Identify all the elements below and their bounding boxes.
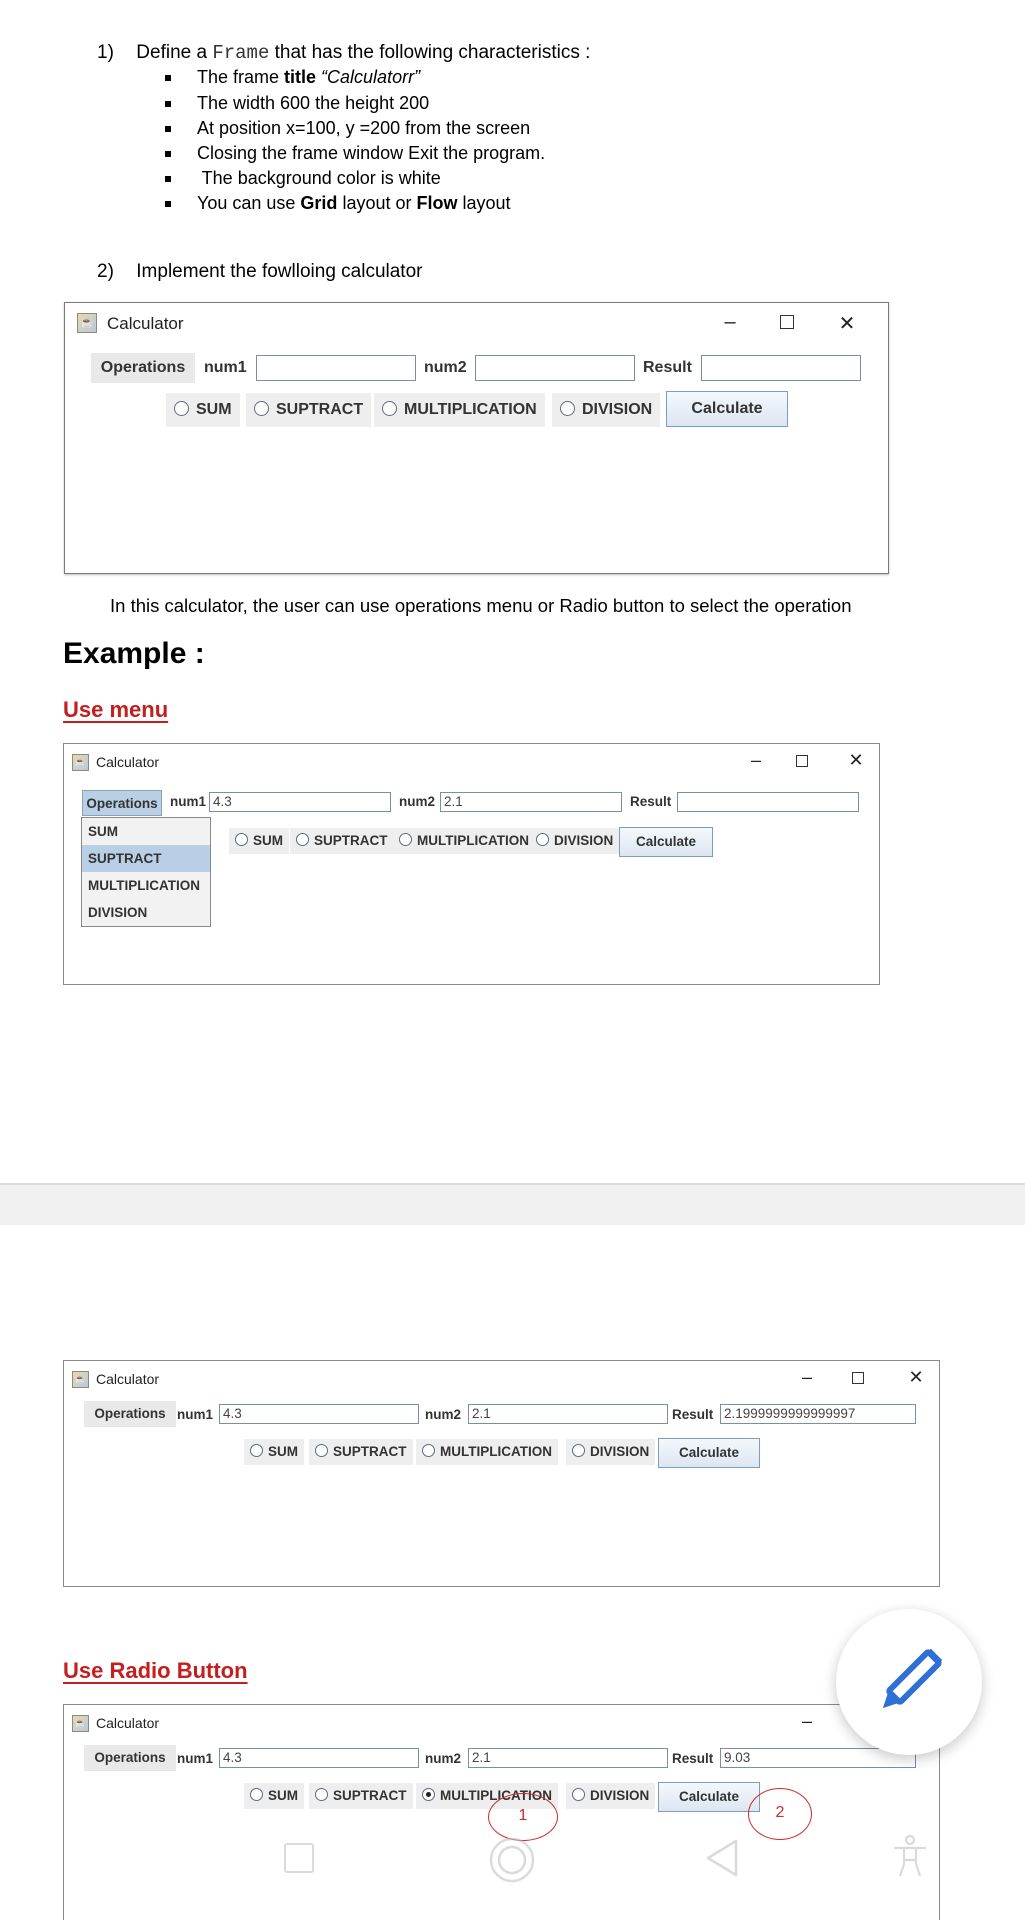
num1-label: num1: [177, 1751, 214, 1766]
radio-sum[interactable]: SUM: [166, 393, 240, 427]
window-title: Calculator: [96, 1371, 160, 1387]
annotation-circle-2: 2: [748, 1788, 812, 1840]
bullet-background: The background color is white: [197, 168, 441, 188]
radio-sum[interactable]: SUM: [244, 1783, 304, 1809]
use-menu-heading: Use menu: [63, 697, 169, 722]
minimize-button[interactable]: –: [750, 750, 761, 770]
radio-icon: [296, 833, 309, 846]
close-button[interactable]: ✕: [848, 750, 864, 770]
pencil-icon: [836, 1609, 982, 1755]
num1-label: num1: [204, 359, 247, 376]
num1-field[interactable]: 4.3: [209, 792, 391, 812]
radio-multiplication[interactable]: MULTIPLICATION: [416, 1439, 558, 1465]
operations-menu[interactable]: Operations: [91, 353, 195, 383]
close-button[interactable]: ✕: [838, 313, 856, 335]
radio-icon: [315, 1788, 328, 1801]
calculate-button[interactable]: Calculate: [658, 1782, 760, 1812]
radio-multiplication[interactable]: MULTIPLICATION: [374, 393, 545, 427]
radio-subtract[interactable]: SUPTRACT: [290, 828, 394, 854]
close-button[interactable]: ✕: [908, 1367, 924, 1387]
radio-division[interactable]: DIVISION: [566, 1439, 655, 1465]
bullet-title: The frame title “Calculatorr”: [197, 67, 421, 87]
num2-field[interactable]: 2.1: [468, 1404, 668, 1424]
radio-multiplication[interactable]: MULTIPLICATION: [393, 828, 535, 854]
bullet-close: Closing the frame window Exit the program.: [197, 143, 546, 163]
accessibility-icon[interactable]: [890, 1834, 930, 1878]
question-1-number: 1): [97, 42, 114, 63]
num2-label: num2: [425, 1751, 462, 1766]
radio-multiplication[interactable]: MULTIPLICATION: [416, 1783, 558, 1809]
maximize-button[interactable]: [776, 315, 798, 329]
radio-division[interactable]: DIVISION: [530, 828, 619, 854]
java-coffee-icon: ☕: [72, 754, 89, 771]
result-field[interactable]: [677, 792, 859, 812]
calculate-button[interactable]: Calculate: [658, 1438, 760, 1468]
minimize-button[interactable]: –: [724, 311, 736, 333]
result-field[interactable]: 9.03: [720, 1748, 916, 1768]
num1-label: num1: [177, 1407, 214, 1422]
home-icon[interactable]: [488, 1836, 536, 1884]
recent-apps-icon[interactable]: [284, 1843, 314, 1873]
radio-icon: [250, 1788, 263, 1801]
minimize-button[interactable]: –: [801, 1711, 812, 1731]
num2-label: num2: [399, 794, 436, 809]
question-1-suffix: that has the following characteristics :: [274, 42, 591, 63]
calculator-window-menu-example: [63, 743, 880, 985]
num2-label: num2: [425, 1407, 462, 1422]
radio-division[interactable]: DIVISION: [566, 1783, 655, 1809]
window-title: Calculator: [107, 314, 184, 333]
menu-item-multiplication[interactable]: MULTIPLICATION: [88, 878, 200, 893]
num2-field[interactable]: 2.1: [468, 1748, 668, 1768]
question-2-heading: [97, 261, 422, 283]
use-radio-button-heading: Use Radio Button: [63, 1658, 248, 1683]
num1-field[interactable]: 4.3: [219, 1404, 419, 1424]
bullet-position: At position x=100, y =200 from the screen: [197, 118, 531, 138]
radio-sum[interactable]: SUM: [229, 828, 289, 854]
operations-menu[interactable]: Operations: [82, 790, 162, 816]
num1-field[interactable]: [256, 355, 416, 381]
example-heading: Example :: [63, 637, 205, 670]
radio-icon: [254, 401, 269, 416]
num1-field[interactable]: 4.3: [219, 1748, 419, 1768]
radio-subtract[interactable]: SUPTRACT: [309, 1439, 413, 1465]
bullet-size: The width 600 the height 200: [197, 93, 430, 113]
radio-icon: [174, 401, 189, 416]
java-coffee-icon: ☕: [72, 1371, 89, 1388]
result-field[interactable]: 2.1999999999999997: [720, 1404, 916, 1424]
menu-item-division[interactable]: DIVISION: [88, 905, 148, 920]
radio-subtract[interactable]: SUPTRACT: [309, 1783, 413, 1809]
calculator-window-blank: [64, 302, 889, 574]
calculate-button[interactable]: Calculate: [619, 827, 713, 857]
result-label: Result: [672, 1751, 714, 1766]
result-label: Result: [672, 1407, 714, 1422]
question-2-number: 2): [97, 261, 114, 282]
annotation-circle-1: 1: [488, 1793, 558, 1841]
num2-field[interactable]: 2.1: [440, 792, 622, 812]
menu-item-subtract[interactable]: SUPTRACT: [82, 845, 210, 872]
result-label: Result: [643, 359, 692, 376]
back-icon[interactable]: [704, 1838, 740, 1878]
java-coffee-icon: ☕: [72, 1715, 89, 1732]
radio-icon: [382, 401, 397, 416]
question-1-code-word: Frame: [212, 42, 270, 64]
page-separator: [0, 1183, 1025, 1225]
java-coffee-icon: ☕: [77, 313, 97, 333]
edit-fab-button[interactable]: [836, 1609, 982, 1755]
calculator-caption: In this calculator, the user can use operations menu or Radio button to select the operation: [110, 595, 852, 616]
radio-subtract[interactable]: SUPTRACT: [246, 393, 371, 427]
radio-icon: [572, 1788, 585, 1801]
result-field[interactable]: [701, 355, 861, 381]
radio-division[interactable]: DIVISION: [552, 393, 660, 427]
num1-label: num1: [170, 794, 207, 809]
calculate-button[interactable]: Calculate: [666, 391, 788, 427]
radio-icon: [235, 833, 248, 846]
radio-sum[interactable]: SUM: [244, 1439, 304, 1465]
operations-menu[interactable]: Operations: [84, 1745, 176, 1771]
operations-dropdown: [81, 817, 211, 927]
radio-icon: [572, 1444, 585, 1457]
radio-icon: [422, 1444, 435, 1457]
radio-icon: [399, 833, 412, 846]
radio-icon: [560, 401, 575, 416]
radio-selected-icon: [422, 1788, 435, 1801]
radio-icon: [250, 1444, 263, 1457]
radio-icon: [536, 833, 549, 846]
menu-item-sum[interactable]: SUM: [88, 824, 118, 839]
maximize-button[interactable]: [852, 1372, 868, 1384]
calculator-window-result-example: [63, 1360, 940, 1587]
maximize-button[interactable]: [796, 755, 812, 767]
question-1-heading: [97, 42, 590, 64]
question-1-prefix: Define a: [136, 42, 208, 63]
radio-icon: [315, 1444, 328, 1457]
bullet-layout: You can use Grid layout or Flow layout: [197, 193, 511, 213]
question-2-text: Implement the fowlloing calculator: [136, 261, 423, 282]
window-title: Calculator: [96, 754, 160, 770]
operations-menu[interactable]: Operations: [84, 1401, 176, 1427]
result-label: Result: [630, 794, 672, 809]
window-title: Calculator: [96, 1715, 160, 1731]
num2-label: num2: [424, 359, 467, 376]
num2-field[interactable]: [475, 355, 635, 381]
minimize-button[interactable]: –: [801, 1367, 812, 1387]
